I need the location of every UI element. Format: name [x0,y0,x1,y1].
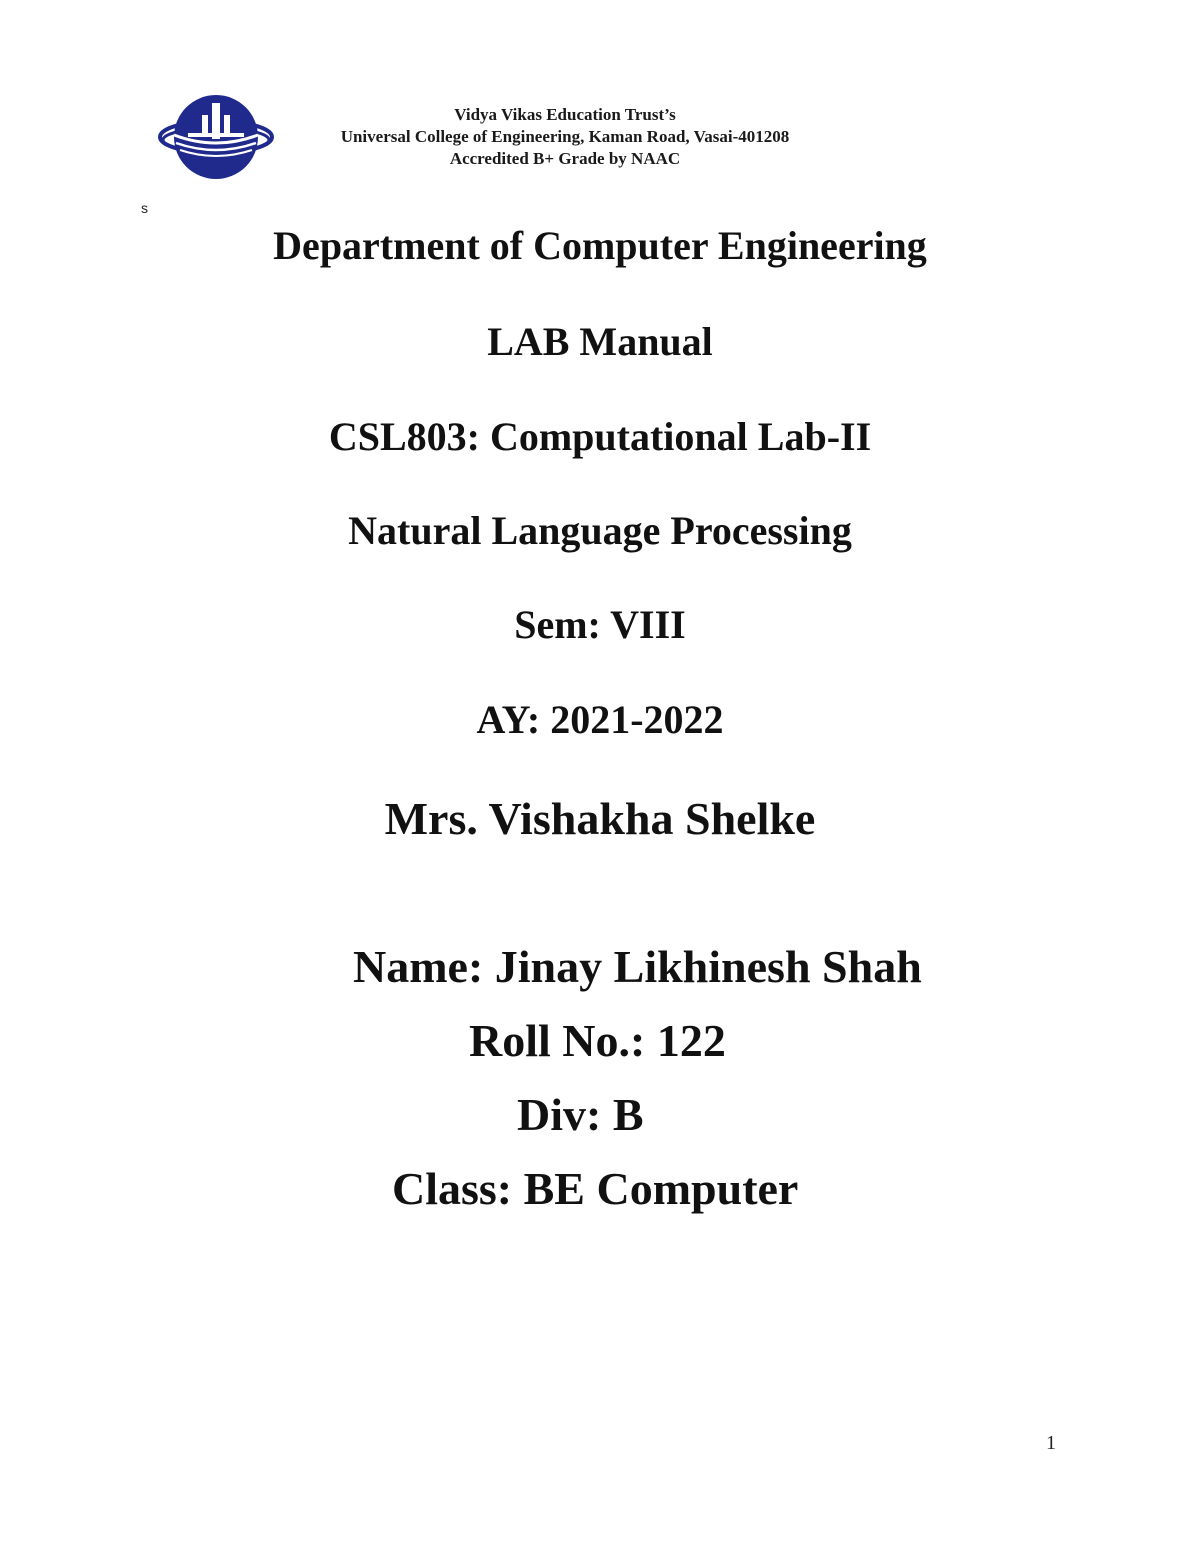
student-division: Div: B [517,1089,644,1140]
page-number: 1 [1046,1432,1056,1454]
accreditation: Accredited B+ Grade by NAAC [449,149,681,168]
manual-title: LAB Manual [487,319,713,364]
stray-mark: s [141,200,148,216]
course-title: CSL803: Computational Lab-II [328,414,872,459]
academic-year-label: AY: 2021-2022 [476,697,724,742]
college-name: Universal College of Engineering, Kaman Road, Vasai-401208 [340,127,790,146]
student-roll-number: Roll No.: 122 [469,1015,726,1066]
semester-label: Sem: VIII [514,602,686,647]
subject-title: Natural Language Processing [348,508,852,553]
faculty-name: Mrs. Vishakha Shelke [384,793,816,844]
college-emblem-icon [158,93,274,181]
student-name: Name: Jinay Likhinesh Shah [353,941,922,992]
trust-name: Vidya Vikas Education Trust’s [454,105,676,124]
department-title: Department of Computer Engineering [273,223,927,268]
student-class: Class: BE Computer [392,1163,799,1214]
institution-header [300,104,830,170]
